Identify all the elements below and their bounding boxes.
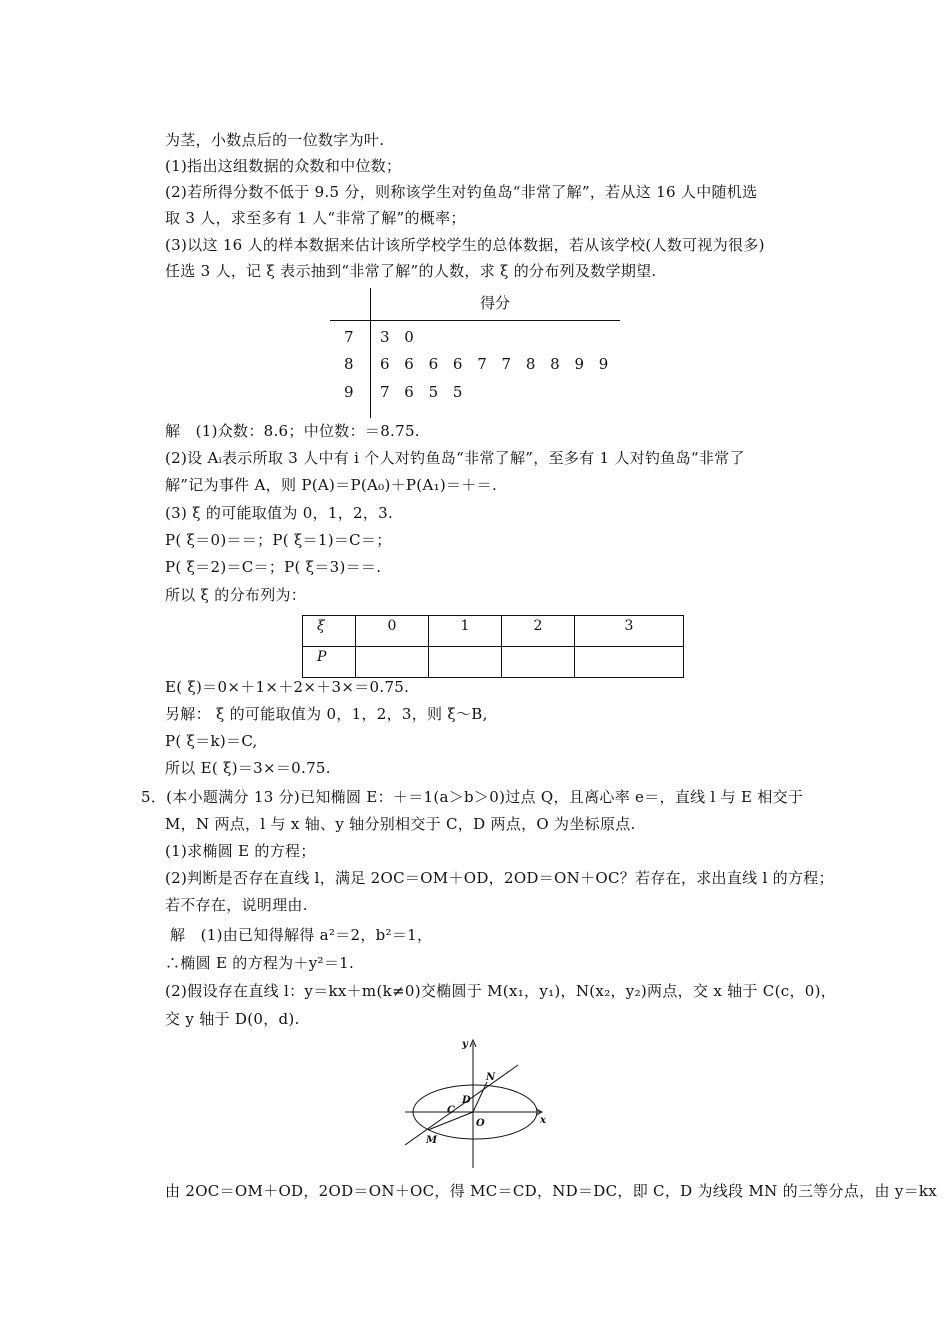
text-line: (3)以这 16 人的样本数据来估计该所学校学生的总体数据，若从该学校(人数可视为很多) [165, 236, 765, 254]
label-D: D [462, 1095, 471, 1106]
solution-line: (2)设 Aᵢ表示所取 3 人中有 i 个人对钓鱼岛“非常了解”，至多有 1 人对钓鱼岛“非常了 [165, 449, 745, 467]
table-cell [356, 647, 429, 678]
stem: 9 [344, 383, 354, 401]
solution-line: (3) ξ 的可能取值为 0，1，2，3. [165, 504, 394, 522]
solution-line: P( ξ＝k)＝C, [165, 732, 258, 750]
table-cell: 2 [502, 616, 575, 647]
text-line: 为茎，小数点后的一位数字为叶. [165, 131, 385, 149]
solution-line: ∴椭圆 E 的方程为＋y²＝1. [165, 954, 355, 972]
label-M: M [426, 1135, 438, 1146]
table-cell: P [303, 647, 356, 678]
text-line: (2)若所得分数不低于 9.5 分，则称该学生对钓鱼岛“非常了解”，若从这 16 人中随机选 [165, 183, 758, 201]
stem-leaf-plot [330, 288, 620, 420]
stem: 8 [344, 355, 354, 373]
solution-line: 解 (1)由已知得解得 a²＝2，b²＝1， [170, 926, 433, 944]
text-line: 任选 3 人，记 ξ 表示抽到“非常了解”的人数，求 ξ 的分布列及数学期望. [165, 262, 657, 280]
solution-line: 所以 ξ 的分布列为： [165, 586, 307, 604]
solution-line: 解”记为事件 A，则 P(A)＝P(A₀)＋P(A₁)＝＋＝. [165, 476, 498, 494]
stemleaf-row [344, 355, 613, 373]
table-cell: 1 [429, 616, 502, 647]
solution-line: 由 2OC＝OM＋OD，2OD＝ON＋OC，得 MC＝CD，ND＝DC，即 C，D 为线段 MN 的三等分点，由 y＝kx [165, 1182, 938, 1200]
question-5-line: M，N 两点，l 与 x 轴、y 轴分别相交于 C，D 两点，O 为坐标原点. [165, 815, 636, 833]
solution-line: P( ξ＝2)＝C＝；P( ξ＝3)＝＝. [165, 558, 382, 576]
distribution-table [302, 615, 684, 678]
question-5-line: 若不存在，说明理由. [165, 896, 308, 914]
table-cell [575, 647, 684, 678]
leaves: 6 6 6 6 7 7 8 8 9 9 [380, 355, 614, 373]
stemleaf-header: 得分 [480, 294, 511, 312]
solution-line: 所以 E( ξ)＝3×＝0.75. [165, 759, 331, 777]
table-cell [429, 647, 502, 678]
table-cell [502, 647, 575, 678]
label-N: N [486, 1072, 496, 1083]
table-row [303, 647, 684, 678]
question-5-line: (2)判断是否存在直线 l，满足 2OC＝OM＋OD，2OD＝ON＋OC？若存在，求出直线 l 的方程； [165, 869, 834, 887]
text-line: (1)指出这组数据的众数和中位数； [165, 157, 402, 175]
leaves: 3 0 [380, 328, 419, 346]
label-x: x [540, 1115, 546, 1126]
label-O: O [476, 1118, 485, 1129]
label-y: y [462, 1039, 468, 1050]
segment-ON [473, 1082, 487, 1112]
leaves: 7 6 5 5 [380, 383, 468, 401]
header-rule [330, 320, 620, 321]
solution-line: P( ξ＝0)＝＝；P( ξ＝1)＝C＝； [165, 531, 392, 549]
ellipse-figure [400, 1035, 550, 1170]
text-line: 取 3 人，求至多有 1 人“非常了解”的概率； [165, 209, 466, 227]
stemleaf-row [344, 383, 467, 401]
label-C: C [447, 1105, 455, 1116]
solution-line: (2)假设存在直线 l：y＝kx＋m(k≠0)交椭圆于 M(x₁，y₁)，N(x₂，y₂)两点，交 x 轴于 C(c，0)， [165, 982, 837, 1000]
question-5-line: (1)求椭圆 E 的方程； [165, 842, 316, 860]
solution-line: E( ξ)＝0×＋1×＋2×＋3×＝0.75. [165, 678, 410, 696]
table-cell: ξ [303, 616, 356, 647]
table-cell: 3 [575, 616, 684, 647]
solution-line: 解 (1)众数：8.6；中位数：＝8.75. [165, 422, 420, 440]
table-cell: 0 [356, 616, 429, 647]
stem: 7 [344, 328, 354, 346]
table-row [303, 616, 684, 647]
question-5-line: 5．(本小题满分 13 分)已知椭圆 E：＋＝1(a＞b＞0)过点 Q，且离心率 e＝，直线 l 与 E 相交于 [141, 788, 804, 806]
solution-line: 交 y 轴于 D(0，d). [165, 1010, 300, 1028]
stemleaf-row [344, 328, 419, 346]
solution-line: 另解： ξ 的可能取值为 0，1，2，3，则 ξ～B, [165, 705, 488, 723]
